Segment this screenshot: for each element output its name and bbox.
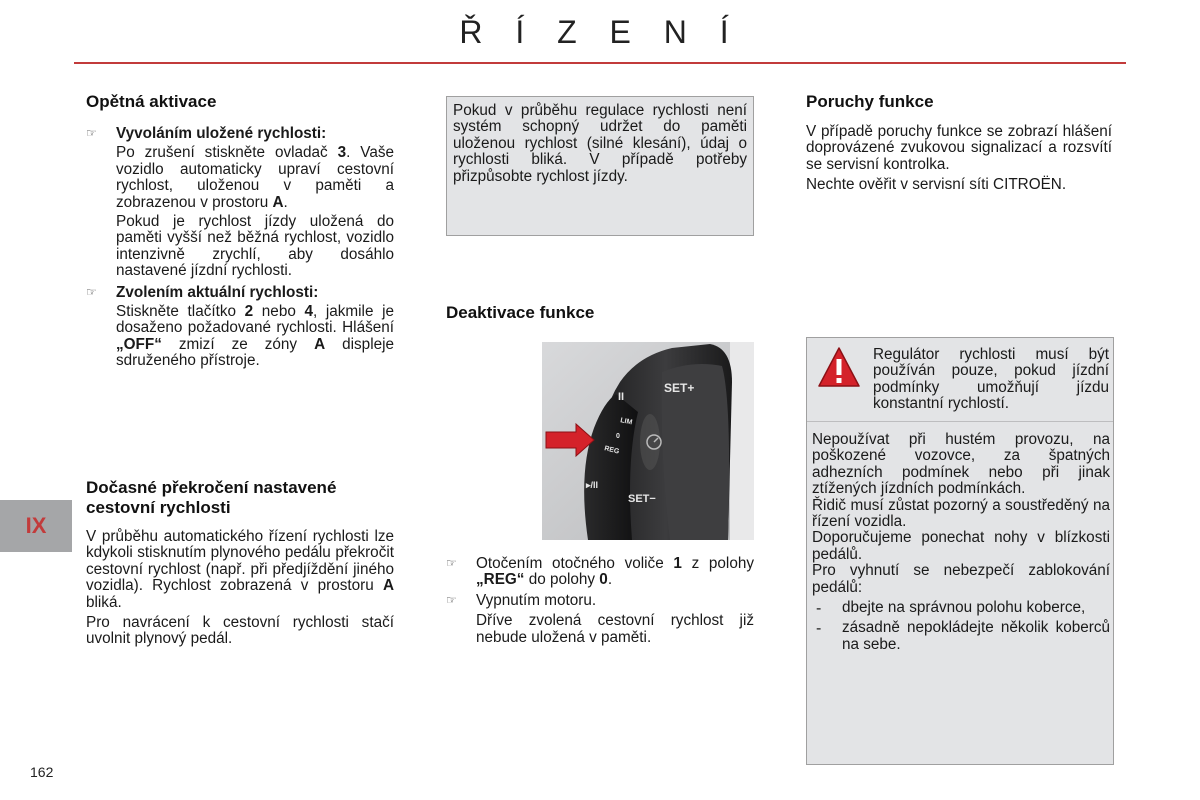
overshoot-text-1: V průběhu automatického řízení rychlosti lze kdykoli stisknutím plynového pedálu překročit cestovní rychlost (např. při předjíždění jiného vozidla). Rychlost zobrazená v prostoru A bliká. (86, 528, 394, 611)
warning-box (806, 337, 1114, 765)
resume-label: ▸/II (586, 480, 599, 490)
note-text: Pokud v průběhu regulace rychlosti není systém schopný udržet do paměti uloženou rychlost (silné klesání), údaj o rychlosti bliká. V případě potřeby přizpůsobte rychlost jízdy. (453, 102, 747, 185)
dash-item-2: - zásadně nepokládejte několik koberců na sebe. (816, 619, 1110, 653)
set-plus-label: SET+ (664, 381, 695, 395)
warning-text: Regulátor rychlosti musí být používán pouze, pokud jízdní podmínky umožňují jízdu konstantní rychlostí. (873, 346, 1109, 413)
deactivation-heading: Deaktivace funkce (446, 303, 595, 322)
box-text-3: Doporučujeme ponechat nohy v blízkosti pedálů. (812, 529, 1110, 563)
dash-item-1: - dbejte na správnou polohu koberce, (816, 599, 1086, 618)
pause-label: II (618, 391, 625, 403)
zero-label: 0 (616, 433, 620, 440)
rotate-selector-text: Otočením otočného voliče 1 z polohy „REG“ do polohy 0. (476, 555, 754, 589)
current-speed-text: Stiskněte tlačítko 2 nebo 4, jakmile je dosaženo požadované rychlosti. Hlášení „OFF“ zmizí ze zóny A displeje sdruženého přístroje. (116, 303, 395, 370)
column-3 (806, 92, 1112, 194)
pointing-hand-icon: ☞ (446, 592, 457, 607)
pointing-hand-icon: ☞ (86, 126, 97, 140)
recall-text-2: Pokud je rychlost jízdy uložená do paměti vyšší než běžná rychlost, vozidlo intenzivně zrychlí, aby dosáhlo nastavené jízdní rychlosti. (116, 213, 394, 280)
pointing-hand-icon: ☞ (446, 556, 457, 570)
fault-text-1: V případě poruchy funkce se zobrazí hlášení doprovázené zvukovou signalizací a rozsvítí se servisní kontrolka. (806, 123, 1112, 173)
bullet-recall-speed (86, 126, 394, 142)
bullet-engine-off (446, 593, 754, 609)
box-text-2: Řidič musí zůstat pozorný a soustředěný na řízení vozidla. (812, 496, 1110, 531)
column-1 (86, 92, 394, 370)
deactivation-list (446, 556, 754, 646)
chapter-tab: IX (0, 500, 72, 552)
lim-label: LIM (619, 417, 633, 427)
overshoot-text-2: Pro navrácení k cestovní rychlosti stačí uvolnit plynový pedál. (86, 614, 394, 648)
box-text-4: Pro vyhnutí se nebezpečí zablokování pedálů: (812, 562, 1110, 596)
bullet-current-heading: Zvolením aktuální rychlosti: (116, 283, 319, 301)
recall-text-1: Po zrušení stiskněte ovladač 3. Vaše vozidlo automaticky upraví cestovní rychlost, uloženou v paměti a zobrazenou v prostoru A. (116, 144, 394, 211)
fault-text-2: Nechte ověřit v servisní síti CITROËN. (806, 176, 1067, 194)
overshoot-heading: Dočasné překročení nastavené cestovní rychlosti (86, 478, 337, 517)
stalk-illustration (542, 342, 754, 540)
header-rule (74, 62, 1126, 64)
fault-heading: Poruchy funkce (806, 92, 934, 111)
set-minus-label: SET− (628, 493, 656, 505)
cruise-control-stalk-image (542, 342, 754, 540)
pointing-hand-icon: ☞ (86, 284, 97, 299)
bullet-rotate-selector (446, 556, 754, 589)
bullet-current-speed (86, 285, 394, 301)
reactivation-heading: Opětná aktivace (86, 92, 217, 111)
box-text-1: Nepoužívat při hustém provozu, na poškozené vozovce, za špatných adhezních podmínek nebo při jinak ztížených jízdních podmínkách. (812, 431, 1110, 498)
page-title: Ř Í Z E N Í (459, 14, 741, 50)
warning-divider (807, 421, 1113, 422)
page-number: 162 (30, 764, 54, 780)
bullet-recall-heading: Vyvoláním uložené rychlosti: (116, 125, 327, 142)
column-1-lower (86, 478, 394, 648)
reg-label: REG (603, 445, 620, 456)
warning-triangle-icon (817, 346, 861, 393)
note-box (446, 96, 754, 236)
engine-off-heading: Vypnutím motoru. (476, 591, 597, 609)
engine-off-text: Dříve zvolená cestovní rychlost již nebude uložená v paměti. (476, 612, 754, 646)
warning-box-body (812, 432, 1110, 653)
